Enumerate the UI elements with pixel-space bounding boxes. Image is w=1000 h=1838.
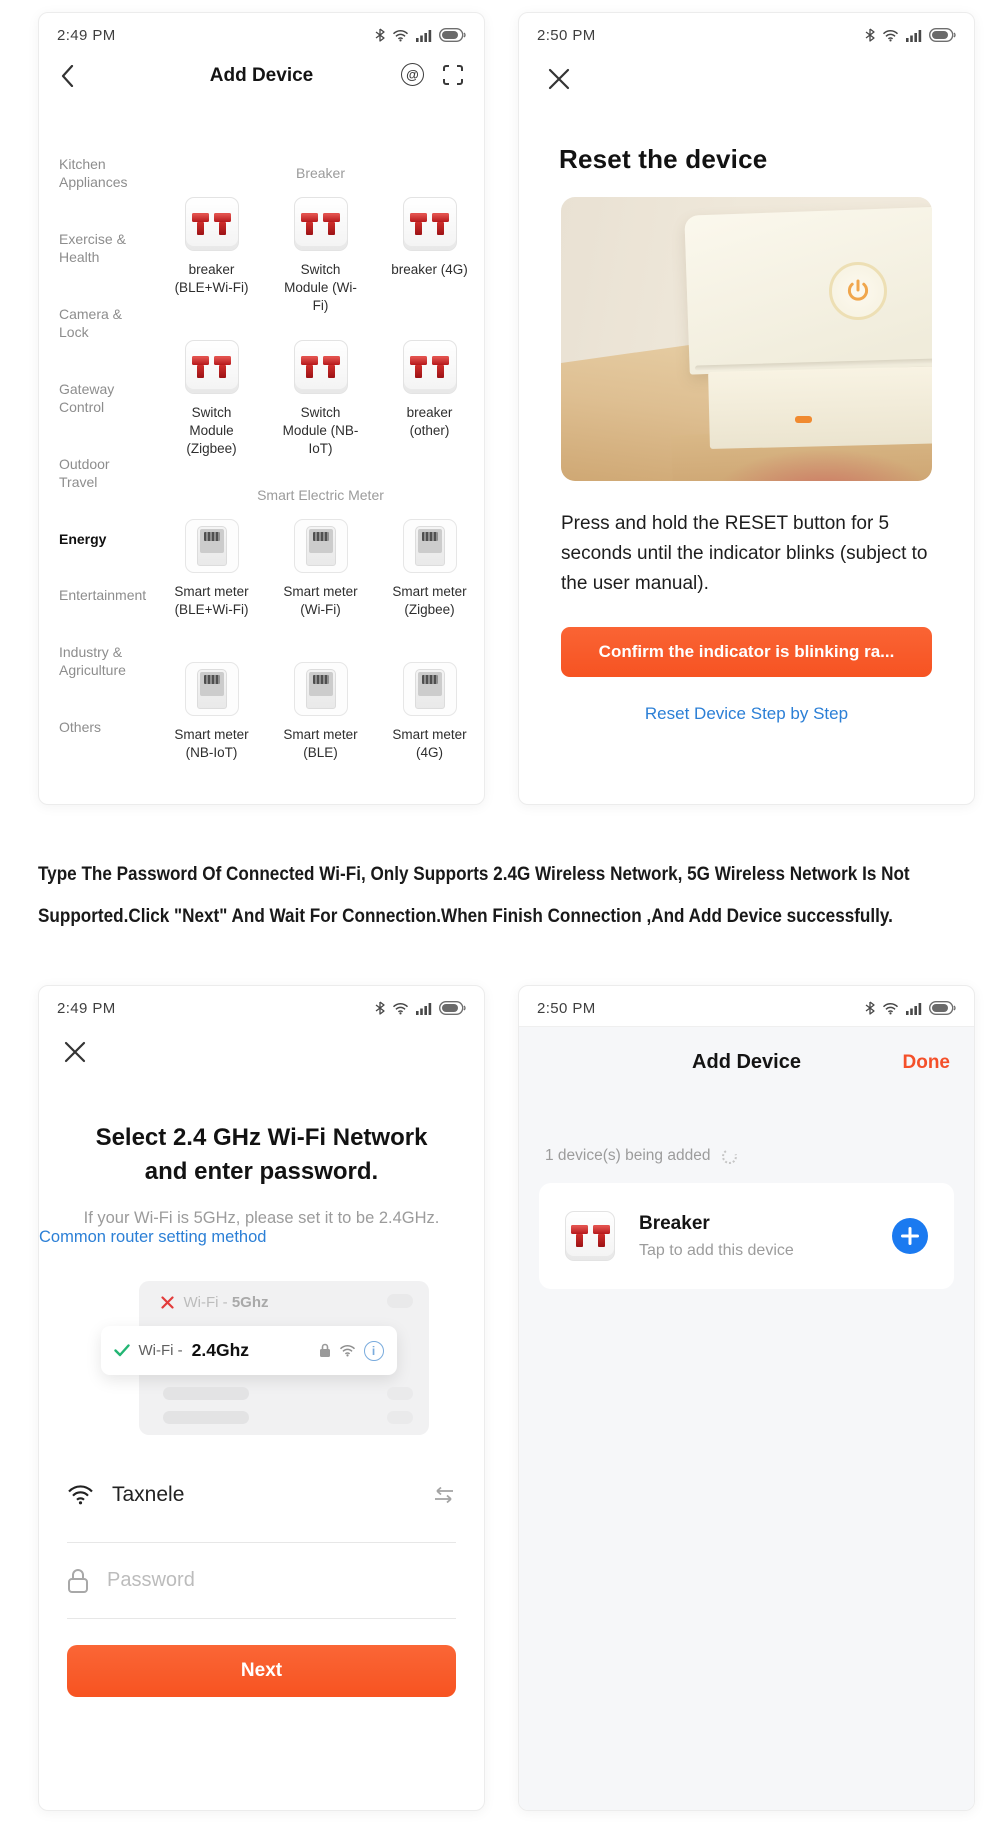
bluetooth-icon [865, 1001, 875, 1015]
next-button[interactable]: Next [67, 1645, 456, 1697]
sidebar-item-industry-agriculture[interactable]: Industry & Agriculture [59, 643, 126, 679]
sidebar-item-kitchen-appliances[interactable]: Kitchen Appliances [59, 156, 128, 191]
status-time: 2:49 PM [57, 26, 116, 44]
breaker-icon [403, 340, 457, 394]
device-hint: Tap to add this device [639, 1241, 794, 1259]
device-tile[interactable]: breaker (4G) [375, 197, 484, 340]
device-tile[interactable]: Smart meter (Zigbee) [375, 519, 484, 662]
blurred-list-row [163, 1411, 249, 1424]
section-title-breaker: Breaker [295, 165, 346, 181]
device-tile[interactable]: Smart meter (BLE) [266, 662, 375, 805]
add-device-plus-button[interactable] [892, 1218, 928, 1254]
adding-status-text: 1 device(s) being added [545, 1147, 711, 1164]
router-setting-link[interactable]: Common router setting method [39, 1228, 267, 1246]
breaker-icon [185, 197, 239, 251]
smart-meter-icon [294, 519, 348, 573]
adding-body [519, 1026, 974, 1810]
status-icons [375, 1001, 466, 1015]
wifi-selection-illustration [95, 1281, 429, 1435]
breaker-icon [565, 1211, 615, 1261]
device-grid-area [157, 109, 484, 805]
wifi-icon [882, 1002, 899, 1015]
indicator-light [795, 416, 812, 423]
battery-icon [439, 1001, 466, 1015]
sidebar-item-outdoor-travel[interactable]: Outdoor Travel [59, 455, 110, 491]
ssid-field [67, 1447, 456, 1543]
password-input[interactable] [107, 1569, 456, 1592]
battery-icon [929, 28, 956, 42]
device-tile[interactable]: Switch Module (Zigbee) [157, 340, 266, 483]
sidebar-item-entertainment[interactable]: Entertainment [59, 587, 147, 604]
status-bar [39, 986, 484, 1026]
screen-add-device-catalog [38, 12, 485, 805]
status-time: 2:50 PM [537, 999, 596, 1017]
smart-meter-icon [185, 662, 239, 716]
section-title-smart-meter: Smart Electric Meter [257, 487, 384, 503]
status-time: 2:49 PM [57, 999, 116, 1017]
status-icons [375, 28, 466, 42]
bluetooth-icon [375, 1001, 385, 1015]
lock-icon [67, 1568, 89, 1594]
smart-meter-icon [185, 519, 239, 573]
page-title: Add Device [692, 1051, 801, 1073]
scan-qr-icon[interactable] [442, 64, 464, 86]
done-button[interactable]: Done [902, 1052, 950, 1073]
battery-icon [439, 28, 466, 42]
wifi-5ghz-row: Wi-Fi - 5Ghz [161, 1294, 269, 1311]
wifi-icon [67, 1484, 94, 1505]
sidebar-item-energy[interactable]: Energy [59, 530, 107, 547]
page-title: Add Device [209, 65, 314, 86]
photo-device-bottom [708, 366, 932, 449]
photo-device-top [684, 207, 932, 375]
wifi-hint: If your Wi-Fi is 5GHz, please set it to be 2.4GHz. [83, 1209, 440, 1227]
back-icon[interactable] [61, 65, 74, 87]
wifi-icon [392, 29, 409, 42]
close-icon[interactable] [63, 1040, 87, 1064]
sidebar-item-gateway-control[interactable]: Gateway Control [59, 380, 115, 416]
nav-bar [519, 1027, 974, 1103]
category-sidebar [39, 109, 157, 805]
wifi-24ghz-card: Wi-Fi - 2.4Ghz i [101, 1326, 397, 1375]
bluetooth-icon [865, 28, 875, 42]
signal-icon [906, 29, 922, 42]
battery-icon [929, 1001, 956, 1015]
device-photo [561, 197, 932, 481]
list-blurred-control [387, 1387, 413, 1400]
device-tile[interactable]: Smart meter (Wi-Fi) [266, 519, 375, 662]
reset-step-link[interactable]: Reset Device Step by Step [644, 704, 849, 723]
wifi-icon [882, 29, 899, 42]
breaker-grid [157, 197, 484, 483]
wifi-small-icon [339, 1344, 356, 1357]
device-tile[interactable]: Smart meter (NB-IoT) [157, 662, 266, 805]
device-tile[interactable]: Switch Module (NB-IoT) [266, 340, 375, 483]
breaker-icon [403, 197, 457, 251]
sidebar-item-exercise-health[interactable]: Exercise & Health [59, 230, 126, 266]
confirm-blinking-button[interactable]: Confirm the indicator is blinking ra... [561, 627, 932, 677]
screen-select-wifi [38, 985, 485, 1811]
device-tile[interactable]: breaker (BLE+Wi-Fi) [157, 197, 266, 340]
signal-icon [416, 1002, 432, 1015]
smart-meter-icon [294, 662, 348, 716]
cross-icon [161, 1296, 174, 1309]
device-tile[interactable]: Switch Module (Wi-Fi) [266, 197, 375, 340]
breaker-icon [294, 340, 348, 394]
signal-icon [416, 29, 432, 42]
check-icon [114, 1344, 130, 1357]
status-bar [519, 13, 974, 53]
device-tile[interactable]: Smart meter (4G) [375, 662, 484, 805]
smart-meter-icon [403, 662, 457, 716]
status-bar [39, 13, 484, 53]
auto-discover-icon[interactable]: @ [401, 63, 424, 86]
list-blurred-control [387, 1411, 413, 1424]
ssid-input[interactable] [112, 1483, 414, 1507]
sidebar-item-camera-lock[interactable]: Camera & Lock [59, 305, 123, 341]
switch-network-icon[interactable] [432, 1486, 456, 1504]
screen-adding-device [518, 985, 975, 1811]
wifi-icon [392, 1002, 409, 1015]
meter-grid [157, 519, 484, 805]
device-tile[interactable]: breaker (other) [375, 340, 484, 483]
status-bar [519, 986, 974, 1026]
password-field [67, 1543, 456, 1619]
wifi-heading: Select 2.4 GHz Wi-Fi Network and enter password. [95, 1124, 428, 1185]
adding-status-row [545, 1147, 974, 1165]
device-tile[interactable]: Smart meter (BLE+Wi-Fi) [157, 519, 266, 662]
nav-actions [401, 63, 464, 86]
device-name: Breaker [639, 1212, 710, 1234]
nav-bar [39, 53, 484, 99]
list-blurred-control [387, 1294, 413, 1308]
photo-device-base-glow [717, 450, 932, 481]
instruction-note: Type The Password Of Connected Wi-Fi, Only Supports 2.4G Wireless Network, 5G Wireless Network Is Not Supported.Click "Next" And Wait For Connection.When Finish Connection ,And Add Device successfully. [38, 863, 910, 927]
signal-icon [906, 1002, 922, 1015]
spinner-icon [720, 1146, 740, 1166]
breaker-icon [294, 197, 348, 251]
status-icons [865, 1001, 956, 1015]
bluetooth-icon [375, 28, 385, 42]
device-card-breaker[interactable] [539, 1183, 954, 1289]
smart-meter-icon [403, 519, 457, 573]
reset-instructions: Press and hold the RESET button for 5 seconds until the indicator blinks (subject to the user manual). [561, 513, 928, 594]
reset-heading: Reset the device [559, 144, 768, 174]
lock-icon [319, 1343, 331, 1358]
info-icon: i [364, 1341, 384, 1361]
status-icons [865, 28, 956, 42]
catalog-body [39, 109, 484, 805]
status-time: 2:50 PM [537, 26, 596, 44]
close-icon[interactable] [547, 67, 571, 91]
breaker-icon [185, 340, 239, 394]
screen-reset-device [518, 12, 975, 805]
blurred-list-row [163, 1387, 249, 1400]
sidebar-item-others[interactable]: Others [59, 718, 102, 735]
